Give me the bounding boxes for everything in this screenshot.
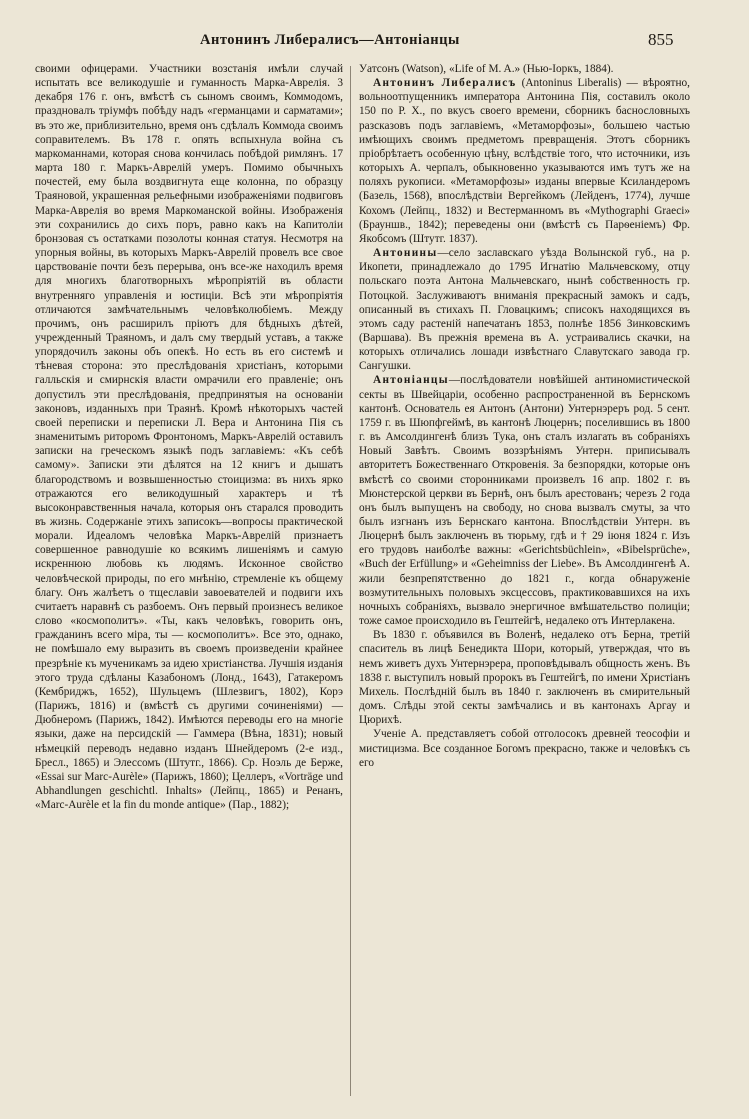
continuation-text: Уатсонъ (Watson), «Life of M. A.» (Нью-Іоркъ, 1884). bbox=[359, 63, 614, 75]
entry-headword: Антоніанцы bbox=[373, 374, 449, 387]
left-column-text: своими офицерами. Участники возстанія имѣли случай испытать все великодушіе и гуманность Марка-Аврелія. 3 декабря 176 г. онъ, вмѣстѣ съ сыномъ своимъ, Коммодомъ, праздновалъ тріумфъ побѣду надъ «германцами и сарматами»; въ это же, приблизительно, время онъ сдѣлалъ Коммода своимъ соправителемъ. Въ 178 г. опять вспыхнула война съ маркоманнами, которая снова кончилась побѣдой римлянъ. 17 марта 180 г. Маркъ-Аврелій умеръ. Помимо обычныхъ почестей, ему была воздвигнута еще колонна, по образцу Траяновой, украшенная рельефными изображеніями подвиговъ Марка-Аврелія во время Маркоманской войны. Изображенія эти сохранились до сихъ поръ, равно какъ на Капитоліи бронзовая съ остатками позолоты конная статуя. Несмотря на упорныя войны, въ которыхъ Маркъ-Аврелій провелъ все свое царствованіе почти безъ перерыва, онъ все-же находилъ время для многихъ благотворныхъ мѣропріятій въ области внутренняго управленія и юстиціи. Всѣ эти мѣропріятія отличаются замѣчательнымъ человѣколюбіемъ. Между прочимъ, онъ расширилъ пріютъ для бѣдныхъ дѣтей, учрежденный Траяномъ, и далъ сму твердый уставъ, а также упорядочилъ законы объ опекѣ. Но есть въ его системѣ и тѣневая сторона: это преслѣдованія христіанъ, которыми галльскія и смирнскія власти омрачили его правленіе; онъ допустилъ эти преслѣдованія, предпринятыя на основаніи законовъ, изданныхъ при Траянѣ. Кромѣ нѣкоторыхъ частей своей переписки и переписки Л. Вера и Антонина Пія съ знаменитымъ риторомъ Фронтономъ, Маркъ-Аврелій оставилъ записки на греческомъ языкѣ подъ заглавіемъ: «Къ себѣ самому». Записки эти дѣлятся на 12 книгъ и дышатъ благородствомъ и возвышенностью стоицизма: въ нихъ ярко отражаются его великодушный характеръ и тѣ высоконравственныя начала, которыя онъ старался проводить въ жизнь. Содержаніе этихъ записокъ—вопросы практической морали. Идеаломъ человѣка Маркъ-Аврелій признаетъ совершенное равнодушіе ко всякимъ лишеніямъ и самую искреннюю любовь къ людямъ. Исконное свойство человѣческой природы, по его мнѣнію, стремленіе къ общему благу. Онъ жалѣетъ о тщеславіи завоевателей и подвиги ихъ считаетъ наравнѣ съ разбоемъ. Онъ первый произнесъ великое слово «космополитъ». «Ты, какъ человѣкъ, говорить онъ, гражданинъ всего міра, ты — космополитъ». Все это, однако, не помѣшало ему выразить въ своемъ произведеніи крайнее презрѣніе къ мученикамъ за идею христіанства. Лучшія изданія этого труда сдѣланы Казабономъ (Лонд., 1643), Гатакеромъ (Кембриджъ, 1652), Шульцемъ (Шлезвигъ, 1802), Корэ (Парижъ, 1816) и (вмѣстѣ съ другими сочиненіями) — Дюбнеромъ (Парижъ, 1842). Имѣются переводы его на многіе языки, даже на персидскій — Гаммера (Вѣна, 1831); новый нѣмецкій переводъ недавно изданъ Шнейдеромъ (2-е изд., Бресл., 1865) и Элессомъ (Штутг., 1866). Ср. Ноэль де Берже, «Essai sur Marc-Aurèle» (Парижъ, 1860); Целлеръ, «Vorträge und Abhandlungen geschichtl. Inhalts» (Лейпц., 1865) и Ренанъ, «Marc-Aurèle et la fin du monde antique» (Пар., 1882); bbox=[35, 63, 343, 812]
right-column bbox=[359, 62, 690, 1102]
page-number: 855 bbox=[648, 30, 674, 49]
entry-headword: Антонинъ Либералисъ bbox=[373, 77, 517, 90]
paragraph: Ученіе А. представляетъ собой отголосокъ древней теософіи и мистицизма. Все созданное Богомъ прекрасно, также и человѣкъ съ его bbox=[359, 728, 690, 769]
running-title: Антонинъ Либералисъ—Антоніанцы bbox=[200, 32, 460, 48]
page-header bbox=[0, 28, 749, 58]
entry-body: (Antoninus Liberalis) — вѣроятно, вольноотпущенникъ императора Антонина Пія, составилъ около 150 по Р. Х., по вкусъ своего времени, сборникъ баснословныхъ разсказовъ подъ заглавіемъ, «Метаморфозы», большею частью имѣющихъ своимъ предметомъ превращенія. Этотъ сборникъ пріобрѣтаетъ особенную цѣну, вслѣдствіе того, что источники, изъ которыхъ А. черпалъ, обыкновенно указываются имъ тутъ же на поляхъ рукописи. «Метаморфозы» изданы впервые Ксиландеромъ (Базель, 1568), впослѣдствіи Вергейкомъ (Лейденъ, 1774), лучше Кохомъ (Лейпц., 1832) и Вестерманномъ въ «Mythographi Graeci» (Брауншв., 1842); переведены они (вмѣстѣ съ Парѳеніемъ) Фр. Якобсомъ (Штутг. 1837). bbox=[359, 77, 690, 245]
column-divider bbox=[350, 66, 351, 1096]
paragraph: Въ 1830 г. объявился въ Воленѣ, недалеко отъ Берна, третій спаситель въ лицѣ Бенедикта Шори, который, утверждая, что въ немъ живетъ духъ Унтернэрера, проповѣдывалъ общность женъ. Въ 1838 г. выступилъ новый пророкъ въ Гештейгѣ, по имени Христіанъ Михель. Послѣдній былъ въ 1840 г. заключенъ въ смирительный домъ. Слѣды этой секты замѣчались и въ кантонахъ Аргау и Цюрихѣ. bbox=[359, 629, 690, 727]
entry-body: —послѣдователи новѣйшей антиномистической секты въ Швейцаріи, особенно распространенной въ Бернскомъ кантонѣ. Основатель ея Антонъ (Антони) Унтернэреръ род. 5 сент. 1759 г. въ Шюпфгеймѣ, въ кантонѣ Люцернъ; поселившись въ 1800 г. въ Амсолдингенѣ близъ Тука, онъ сталъ излагать въ собраніяхъ Новый Завѣтъ. Своимъ воззрѣніямъ Унтерн. приписывалъ авторитетъ Божественнаго Откровенія. За безпорядки, которые онъ вмѣстѣ со своими сторонниками произвелъ 16 апр. 1802 г. въ Мюнстерской церкви въ Бернѣ, онъ былъ арестованъ; черезъ 2 года онъ былъ выпущенъ на свободу, но снова вызвалъ смуты, за что былъ изгнанъ изъ Бернскаго кантона. Впослѣдствіи Унтерн. въ Люцернѣ былъ заключенъ въ тюрьму, гдѣ и † 29 іюня 1824 г. Изъ его трудовъ наиболѣе важны: «Gerichtsbüchlein», «Bibelsprüche», «Buch der Erfüllung» и «Geheimniss der Liebe». Въ Амсолдингенѣ А. жили безпрепятственно до 1821 г., когда обнаруженіе возмутительныхъ половыхъ эксцессовъ, практиковавшихся на ихъ ночныхъ собраніяхъ, вызвало энергичное вмѣшательство полиціи; тоже самое происходило въ Гештейгѣ, недалеко отъ Интерлакена. bbox=[359, 374, 690, 628]
entry-body: —село заславскаго уѣзда Волынской губ., на р. Икопети, принадлежало до 1795 Игнатію Мальчевскому, отцу польскаго поэта Антона Мальчевскаго, нынѣ собственность гр. Потоцкой. Заслуживаютъ вниманія прекрасный замокъ и садъ, описанный въ стихахъ П. Гловацкимъ; списокъ находящихся въ этомъ саду растеній напечатанъ 1853, полнѣе 1856 Зинковскимъ (Варшава). Въ прежнія времена въ А. устраивались скачки, на которыхъ отличались лошади извѣстнаго Славутскаго завода гр. Сангушки. bbox=[359, 247, 690, 373]
left-column bbox=[35, 62, 343, 1102]
entry-headword: Антонины bbox=[373, 247, 438, 260]
entry-antoniantsy bbox=[359, 373, 690, 628]
entry-antonin-liberalis bbox=[359, 76, 690, 246]
entry-antoniny bbox=[359, 246, 690, 373]
